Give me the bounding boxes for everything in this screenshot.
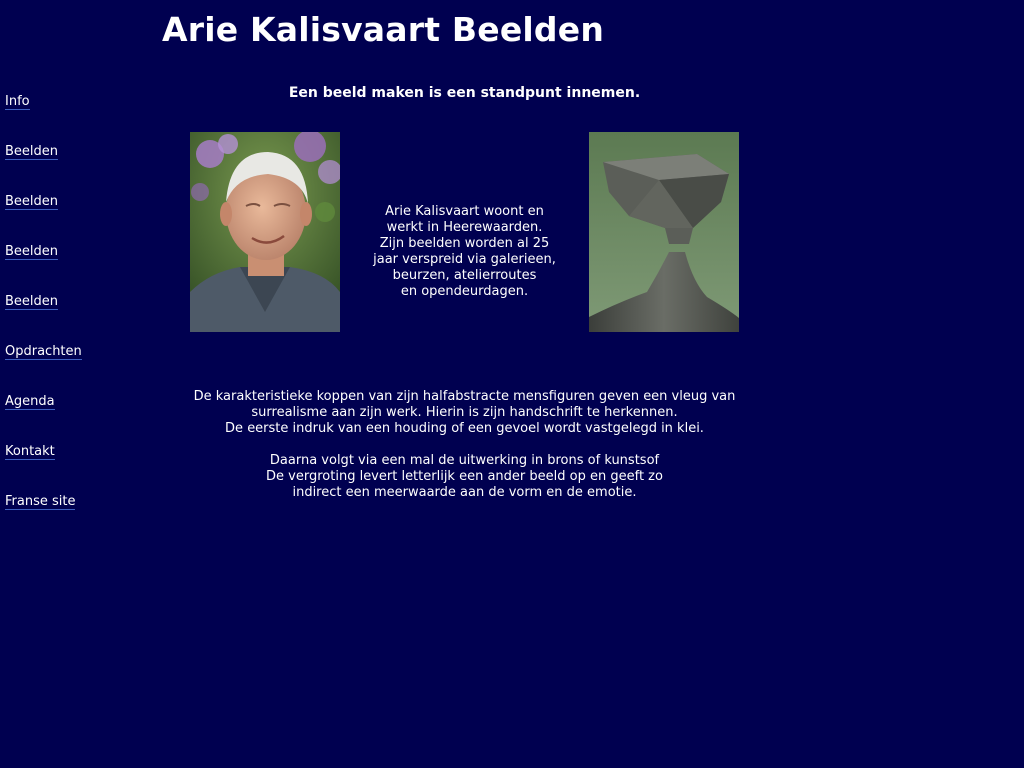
nav-link-opdrachten[interactable]: Opdrachten: [5, 344, 82, 359]
nav-item-beelden-1: [5, 142, 82, 192]
body-line: Daarna volgt via een mal de uitwerking in brons of kunstsof: [269, 453, 660, 468]
nav-link-beelden-1[interactable]: Beelden: [5, 144, 59, 159]
sidebar-nav: [5, 92, 82, 542]
site-title: Arie Kalisvaart Beelden: [162, 10, 605, 49]
nav-item-beelden-4: [5, 292, 82, 342]
nav-item-franse-site: [5, 492, 82, 542]
intro-line: Zijn beelden worden al 25: [379, 236, 550, 251]
nav-item-info: [5, 92, 82, 142]
intro-text: [360, 204, 569, 300]
intro-line: Arie Kalisvaart woont en: [385, 204, 544, 219]
nav-item-opdrachten: [5, 342, 82, 392]
tagline: Een beeld maken is een standpunt innemen.: [288, 85, 641, 101]
paragraph-gap: [170, 437, 759, 453]
sculpture-photo: [589, 132, 739, 332]
nav-link-franse-site[interactable]: Franse site: [5, 494, 76, 509]
nav-link-info[interactable]: Info: [5, 94, 30, 109]
body-text: [170, 389, 759, 501]
nav-link-agenda[interactable]: Agenda: [5, 394, 55, 409]
artist-portrait-photo: [190, 132, 340, 332]
nav-link-kontakt[interactable]: Kontakt: [5, 444, 55, 459]
intro-line: jaar verspreid via galerieen,: [373, 252, 556, 267]
intro-line: werkt in Heerewaarden.: [386, 220, 543, 235]
body-line: surrealisme aan zijn werk. Hierin is zijn handschrift te herkennen.: [251, 405, 678, 420]
nav-link-beelden-2[interactable]: Beelden: [5, 194, 59, 209]
nav-item-agenda: [5, 392, 82, 442]
nav-item-kontakt: [5, 442, 82, 492]
body-line: De karakteristieke koppen van zijn halfabstracte mensfiguren geven een vleug van: [193, 389, 736, 404]
intro-line: beurzen, atelierroutes: [392, 268, 537, 283]
nav-item-beelden-2: [5, 192, 82, 242]
nav-link-beelden-3[interactable]: Beelden: [5, 244, 59, 259]
nav-link-beelden-4[interactable]: Beelden: [5, 294, 59, 309]
nav-item-beelden-3: [5, 242, 82, 292]
body-line: De eerste indruk van een houding of een gevoel wordt vastgelegd in klei.: [225, 421, 704, 436]
body-line: indirect een meerwaarde aan de vorm en de emotie.: [292, 485, 637, 500]
body-line: De vergroting levert letterlijk een ander beeld op en geeft zo: [266, 469, 663, 484]
intro-line: en opendeurdagen.: [400, 284, 529, 299]
